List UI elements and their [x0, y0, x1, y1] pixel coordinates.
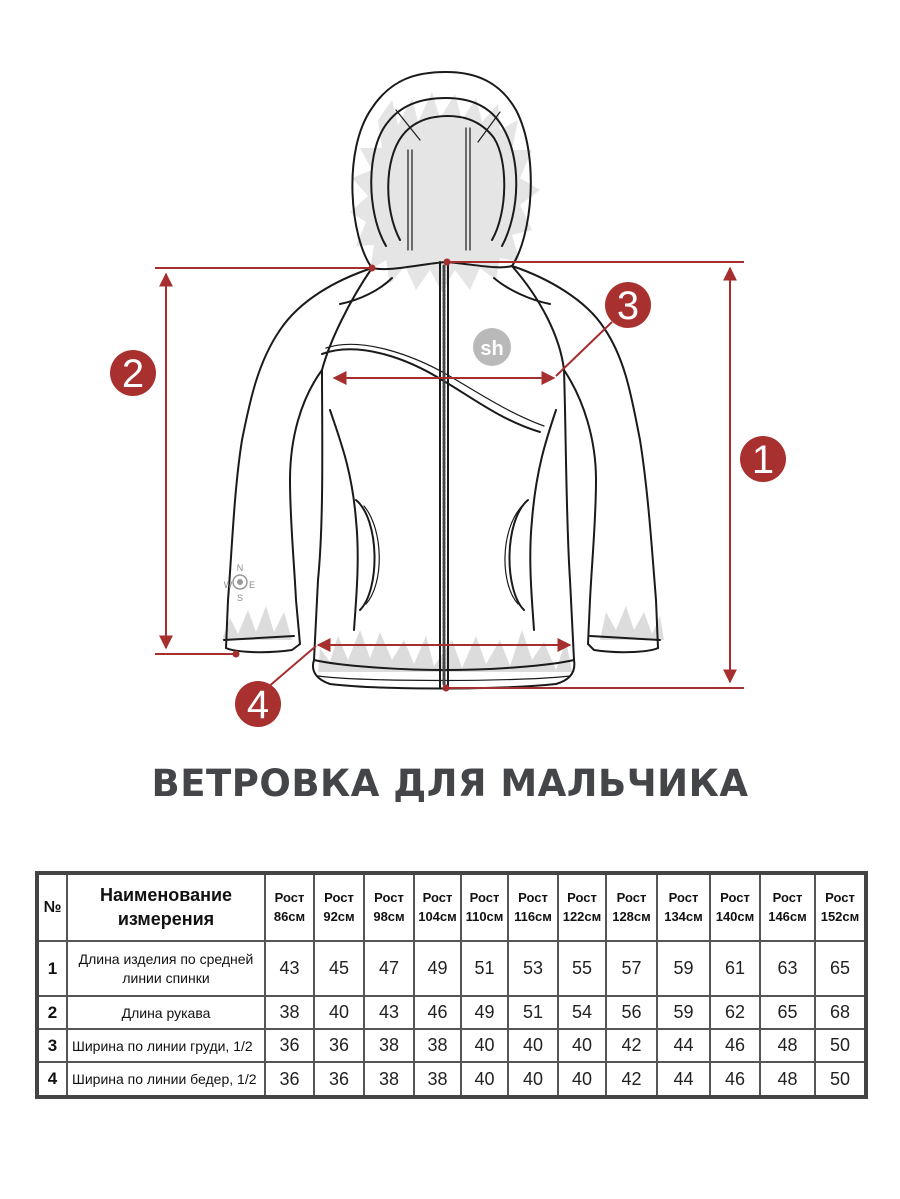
table-cell: 36: [265, 1029, 314, 1062]
table-cell: 42: [606, 1029, 657, 1062]
table-cell: 56: [606, 996, 657, 1029]
header-size: Рост 110см: [461, 873, 508, 941]
table-row: [37, 941, 866, 996]
row-number: 3: [37, 1029, 67, 1062]
table-row: [37, 1062, 866, 1097]
header-size: Рост 98см: [364, 873, 414, 941]
header-size: Рост 152см: [815, 873, 866, 941]
table-cell: 53: [508, 941, 558, 996]
svg-text:sh: sh: [480, 338, 504, 360]
table-cell: 38: [414, 1029, 461, 1062]
table-cell: 49: [461, 996, 508, 1029]
badge-3: [605, 282, 651, 328]
table-cell: 46: [414, 996, 461, 1029]
header-size: Рост 140см: [710, 873, 760, 941]
table-cell: 44: [657, 1029, 710, 1062]
table-cell: 40: [314, 996, 364, 1029]
table-cell: 61: [710, 941, 760, 996]
table-cell: 38: [414, 1062, 461, 1097]
row-name: Длина изделия по средней линии спинки: [67, 941, 265, 996]
header-size: Рост 134см: [657, 873, 710, 941]
table-cell: 46: [710, 1062, 760, 1097]
table-cell: 40: [461, 1029, 508, 1062]
table-cell: 40: [508, 1029, 558, 1062]
table-cell: 47: [364, 941, 414, 996]
svg-text:E: E: [248, 580, 256, 590]
badge-1: [740, 436, 786, 482]
svg-text:W: W: [223, 580, 233, 590]
header-no: №: [37, 873, 67, 941]
header-size: Рост 86см: [265, 873, 314, 941]
size-table: [35, 871, 868, 1099]
table-cell: 42: [606, 1062, 657, 1097]
table-cell: 45: [314, 941, 364, 996]
table-cell: 51: [508, 996, 558, 1029]
table-cell: 38: [364, 1062, 414, 1097]
logo: [473, 328, 511, 366]
table-cell: 50: [815, 1029, 866, 1062]
table-cell: 55: [558, 941, 606, 996]
table-cell: 57: [606, 941, 657, 996]
svg-text:1: 1: [751, 438, 775, 482]
badge-2: [110, 350, 156, 396]
table-cell: 38: [265, 996, 314, 1029]
table-cell: 43: [364, 996, 414, 1029]
table-cell: 36: [265, 1062, 314, 1097]
svg-text:S: S: [236, 593, 244, 603]
table-cell: 65: [815, 941, 866, 996]
table-header-row: [37, 873, 866, 941]
table-cell: 43: [265, 941, 314, 996]
table-cell: 36: [314, 1029, 364, 1062]
table-cell: 48: [760, 1029, 815, 1062]
badge-4: [235, 681, 281, 727]
table-cell: 62: [710, 996, 760, 1029]
header-size: Рост 146см: [760, 873, 815, 941]
table-cell: 40: [508, 1062, 558, 1097]
table-cell: 40: [558, 1029, 606, 1062]
header-name: Наименование измерения: [67, 873, 265, 941]
header-size: Рост 122см: [558, 873, 606, 941]
table-cell: 50: [815, 1062, 866, 1097]
table-cell: 36: [314, 1062, 364, 1097]
header-size: Рост 104см: [414, 873, 461, 941]
table-cell: 51: [461, 941, 508, 996]
table-cell: 63: [760, 941, 815, 996]
row-name: Длина рукава: [67, 996, 265, 1029]
table-cell: 44: [657, 1062, 710, 1097]
row-number: 2: [37, 996, 67, 1029]
table-cell: 48: [760, 1062, 815, 1097]
header-size: Рост 92см: [314, 873, 364, 941]
table-row: [37, 996, 866, 1029]
svg-text:3: 3: [616, 284, 640, 328]
svg-text:4: 4: [246, 683, 270, 727]
table-row: [37, 1029, 866, 1062]
page-title: ВЕТРОВКА ДЛЯ МАЛЬЧИКА: [151, 762, 749, 805]
table-cell: 49: [414, 941, 461, 996]
svg-text:2: 2: [121, 352, 145, 396]
row-name: Ширина по линии груди, 1/2: [67, 1029, 265, 1062]
table-cell: 59: [657, 941, 710, 996]
row-number: 1: [37, 941, 67, 996]
table-cell: 65: [760, 996, 815, 1029]
header-size: Рост 116см: [508, 873, 558, 941]
table-cell: 40: [558, 1062, 606, 1097]
row-name: Ширина по линии бедер, 1/2: [67, 1062, 265, 1097]
header-size: Рост 128см: [606, 873, 657, 941]
table-cell: 38: [364, 1029, 414, 1062]
table-cell: 68: [815, 996, 866, 1029]
svg-text:N: N: [236, 563, 244, 573]
row-number: 4: [37, 1062, 67, 1097]
table-cell: 54: [558, 996, 606, 1029]
table-cell: 59: [657, 996, 710, 1029]
table-cell: 40: [461, 1062, 508, 1097]
table-cell: 46: [710, 1029, 760, 1062]
